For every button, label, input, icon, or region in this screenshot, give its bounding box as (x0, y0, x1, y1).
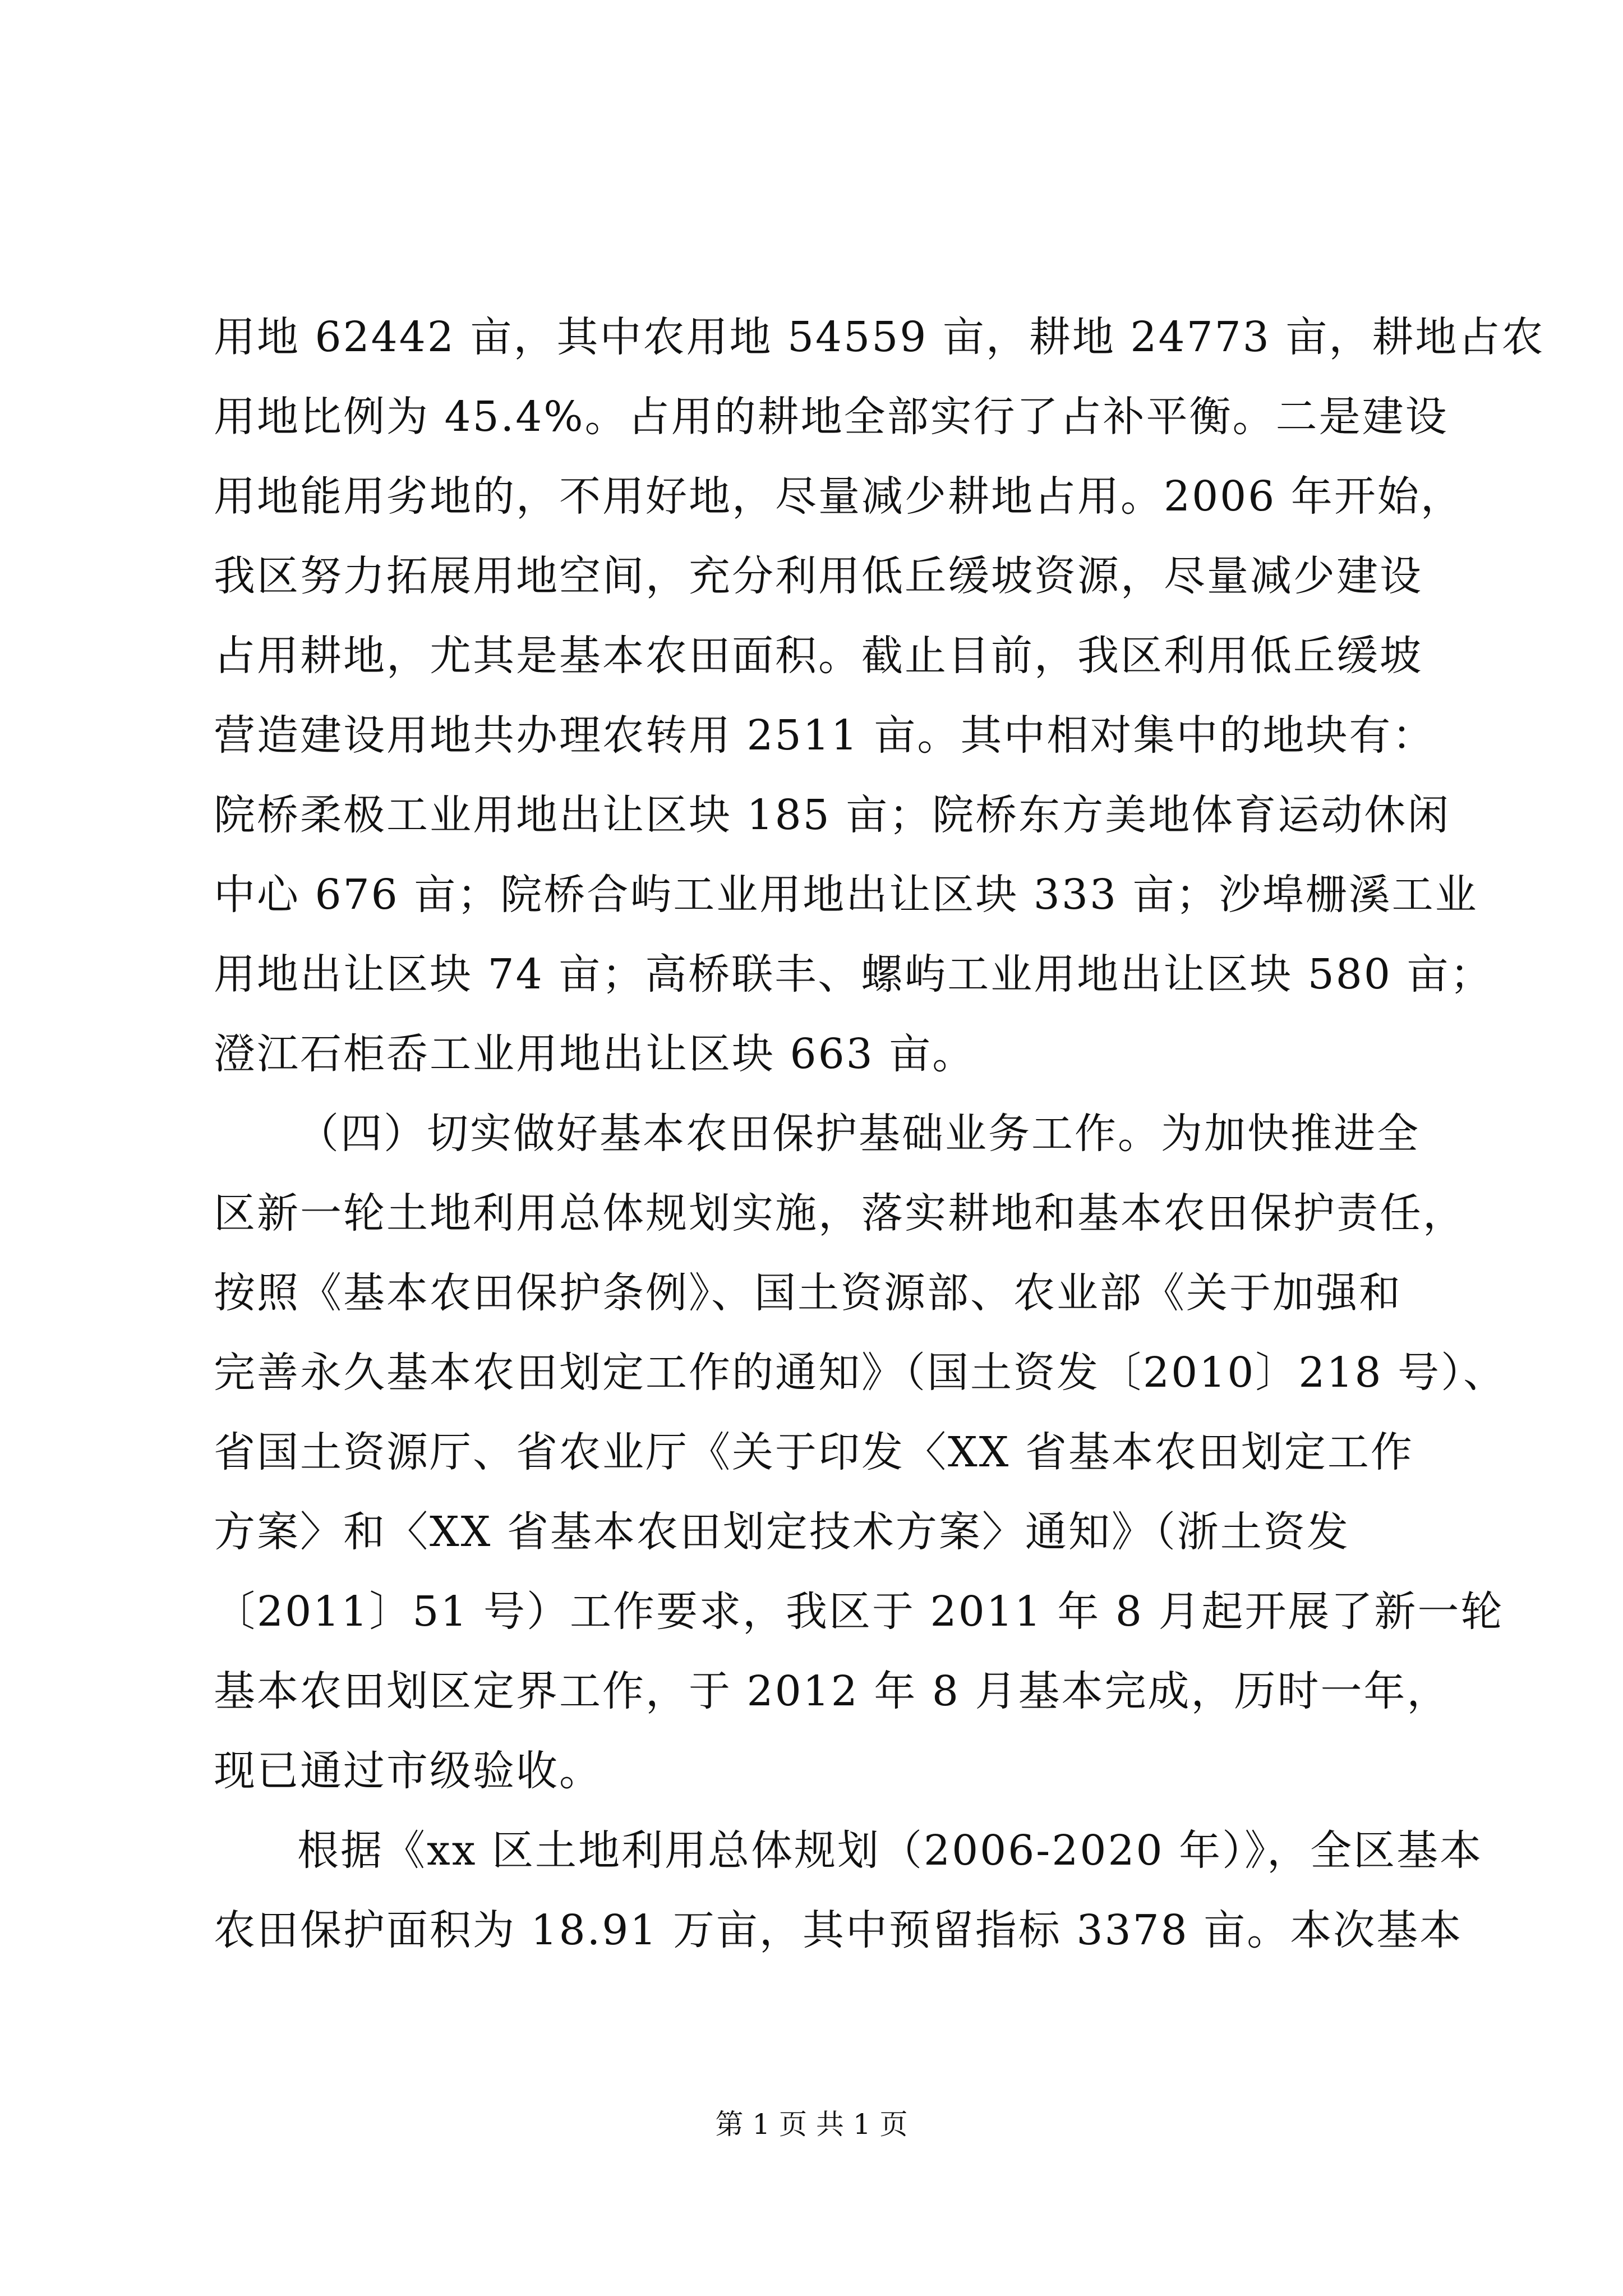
text-line: 用地出让区块 74 亩；高桥联丰、螺屿工业用地出让区块 580 亩； (214, 950, 1493, 999)
text-line: 〔2011〕51 号）工作要求，我区于 2011 年 8 月起开展了新一轮 (214, 1588, 1504, 1636)
text-line: 完善永久基本农田划定工作的通知》（国土资发〔2010〕218 号）、 (214, 1349, 1507, 1397)
text-line: 我区努力拓展用地空间，充分利用低丘缓坡资源，尽量减少建设 (214, 552, 1423, 600)
text-line: 区新一轮土地利用总体规划实施，落实耕地和基本农田保护责任， (214, 1189, 1466, 1237)
paragraph-first-line: （四）切实做好基本农田保护基础业务工作。为加快推进全 (297, 1110, 1420, 1158)
text-line: 院桥柔极工业用地出让区块 185 亩；院桥东方美地体育运动休闲 (214, 791, 1451, 839)
text-line: 农田保护面积为 18.91 万亩，其中预留指标 3378 亩。本次基本 (214, 1906, 1463, 1954)
text-line: 省国土资源厅、省农业厅《关于印发〈XX 省基本农田划定工作 (214, 1428, 1414, 1476)
text-line: 用地 62442 亩，其中农用地 54559 亩，耕地 24773 亩，耕地占农 (214, 313, 1545, 361)
text-line: 方案〉和〈XX 省基本农田划定技术方案〉通知》（浙土资发 (214, 1508, 1350, 1556)
text-line: 现已通过市级验收。 (214, 1747, 602, 1795)
text-line: 用地比例为 45.4%。占用的耕地全部实行了占补平衡。二是建设 (214, 393, 1449, 441)
text-line: 按照《基本农田保护条例》、国土资源部、农业部《关于加强和 (214, 1269, 1402, 1317)
text-line: 用地能用劣地的，不用好地，尽量减少耕地占用。2006 年开始， (214, 472, 1464, 521)
text-line: 中心 676 亩；院桥合屿工业用地出让区块 333 亩；沙埠栅溪工业 (214, 871, 1478, 919)
text-line: 澄江石柜岙工业用地出让区块 663 亩。 (214, 1030, 976, 1078)
paragraph-first-line: 根据《xx 区土地利用总体规划（2006-2020 年）》，全区基本 (297, 1826, 1483, 1875)
text-line: 基本农田划区定界工作，于 2012 年 8 月基本完成，历时一年， (214, 1667, 1450, 1715)
page-footer: 第 1 页 共 1 页 (715, 2108, 908, 2141)
text-line: 营造建设用地共办理农转用 2511 亩。其中相对集中的地块有： (214, 711, 1436, 760)
text-line: 占用耕地，尤其是基本农田面积。截止目前，我区利用低丘缓坡 (214, 632, 1423, 680)
